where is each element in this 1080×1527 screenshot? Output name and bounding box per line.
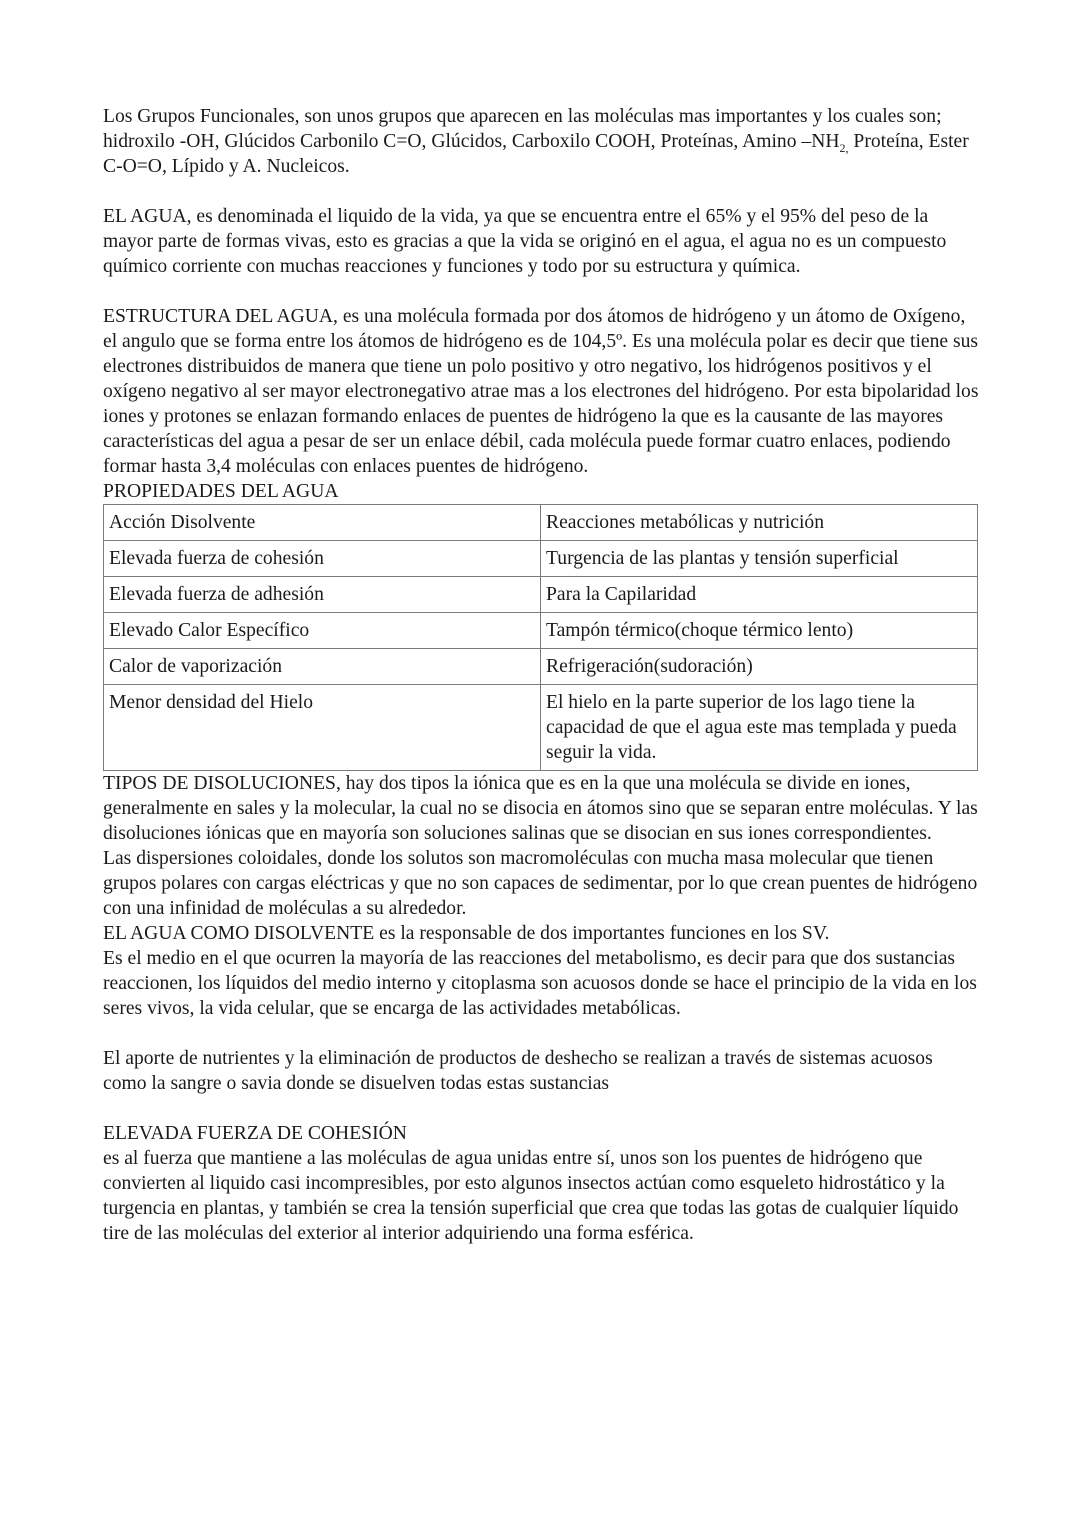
table-row: [104, 505, 978, 541]
paragraph-aporte-nutrientes: El aporte de nutrientes y la eliminación de productos de deshecho se realizan a través de sistemas acuosos como la sangre o savia donde se disuelven todas estas sustancias: [103, 1048, 933, 1094]
table-cell-property: Calor de vaporización: [104, 649, 541, 685]
table-cell-function: Para la Capilaridad: [541, 577, 978, 613]
paragraph-cohesion: es al fuerza que mantiene a las moléculas de agua unidas entre sí, unos son los puentes de hidrógeno que convierten al liquido casi incompresibles, por esto algunos insectos actúan como esqueleto hidrostático y la turgencia en plantas, y también se crea la tensión superficial que crea que todas las gotas de cualquier líquido tire de las moléculas del exterior al interior adquiriendo una forma esférica.: [103, 1148, 959, 1244]
table-cell-property: Menor densidad del Hielo: [104, 685, 541, 771]
table-row: [104, 613, 978, 649]
paragraph-dispersiones-coloidales: Las dispersiones coloidales, donde los solutos son macromoléculas con mucha masa molecular que tienen grupos polares con cargas eléctricas y que no son capaces de sedimentar, por lo que crean puentes de hidrógeno con una infinidad de moléculas a su alrededor.: [103, 848, 978, 919]
table-row: [104, 685, 978, 771]
paragraph-el-agua: EL AGUA, es denominada el liquido de la vida, ya que se encuentra entre el 65% y el 95% del peso de la mayor parte de formas vivas, esto es gracias a que la vida se originó en el agua, el agua no es un compuesto químico corriente con muchas reacciones y funciones y todo por su estructura y química.: [103, 206, 947, 277]
table-cell-function: Tampón térmico(choque térmico lento): [541, 613, 978, 649]
subscript: 2,: [839, 140, 849, 155]
spacer: [103, 279, 979, 304]
paragraph-medio-reacciones: Es el medio en el que ocurren la mayoría de las reacciones del metabolismo, es decir para que dos sustancias reaccionen, los líquidos del medio interno y citoplasma son acuosos donde se hace el principio de la vida en los seres vivos, la vida celular, que se encarga de las actividades metabólicas.: [103, 948, 977, 1019]
paragraph-grupos-funcionales: [103, 104, 979, 179]
paragraph-tipos-disoluciones: TIPOS DE DISOLUCIONES, hay dos tipos la iónica que es en la que una molécula se divide en iones, generalmente en sales y la molecular, la cual no se disocia en átomos sino que se separan entre moléculas. Y las disoluciones iónicas que en mayoría son soluciones salinas que se disocian en sus iones correspondientes.: [103, 773, 978, 844]
table-cell-property: Elevada fuerza de adhesión: [104, 577, 541, 613]
text: Los Grupos Funcionales, son unos grupos que aparecen en las moléculas mas importantes y los cuales son; hidroxilo -OH, Glúcidos Carbonilo C=O, Glúcidos, Carboxilo COOH, Proteínas, Amino –NH: [103, 106, 942, 152]
table-cell-function: Reacciones metabólicas y nutrición: [541, 505, 978, 541]
table-cell-property: Acción Disolvente: [104, 505, 541, 541]
paragraph-estructura: ESTRUCTURA DEL AGUA, es una molécula formada por dos átomos de hidrógeno y un átomo de Oxígeno, el angulo que se forma entre los átomos de hidrógeno es de 104,5º. Es una molécula polar es decir que tiene sus electrones distribuidos de manera que tiene un polo positivo y otro negativo, los hidrógenos positivos y el oxígeno negativo al ser mayor electronegativo atrae mas a los electrones del hidrógeno. Por esta bipolaridad los iones y protones se enlazan formando enlaces de puentes de hidrógeno la que es la causante de las mayores características del agua a pesar de ser un enlace débil, cada molécula puede formar cuatro enlaces, podiendo formar hasta 3,4 moléculas con enlaces puentes de hidrógeno.: [103, 306, 979, 477]
document-page: [103, 104, 979, 1246]
heading-cohesion: ELEVADA FUERZA DE COHESIÓN: [103, 1123, 407, 1144]
table-cell-property: Elevado Calor Específico: [104, 613, 541, 649]
spacer: [103, 179, 979, 204]
table-row: [104, 649, 978, 685]
text: Proteína, Ester C-O=O, Lípido y A. Nucleicos.: [103, 131, 969, 177]
heading-propiedades: PROPIEDADES DEL AGUA: [103, 481, 339, 502]
paragraph-agua-disolvente: EL AGUA COMO DISOLVENTE es la responsable de dos importantes funciones en los SV.: [103, 923, 830, 944]
table-row: [104, 541, 978, 577]
table-cell-function: El hielo en la parte superior de los lago tiene la capacidad de que el agua este mas templada y pueda seguir la vida.: [541, 685, 978, 771]
table-cell-function: Turgencia de las plantas y tensión superficial: [541, 541, 978, 577]
table-row: [104, 577, 978, 613]
propiedades-table: [103, 504, 978, 771]
table-cell-property: Elevada fuerza de cohesión: [104, 541, 541, 577]
spacer: [103, 1021, 979, 1046]
spacer: [103, 1096, 979, 1121]
table-cell-function: Refrigeración(sudoración): [541, 649, 978, 685]
